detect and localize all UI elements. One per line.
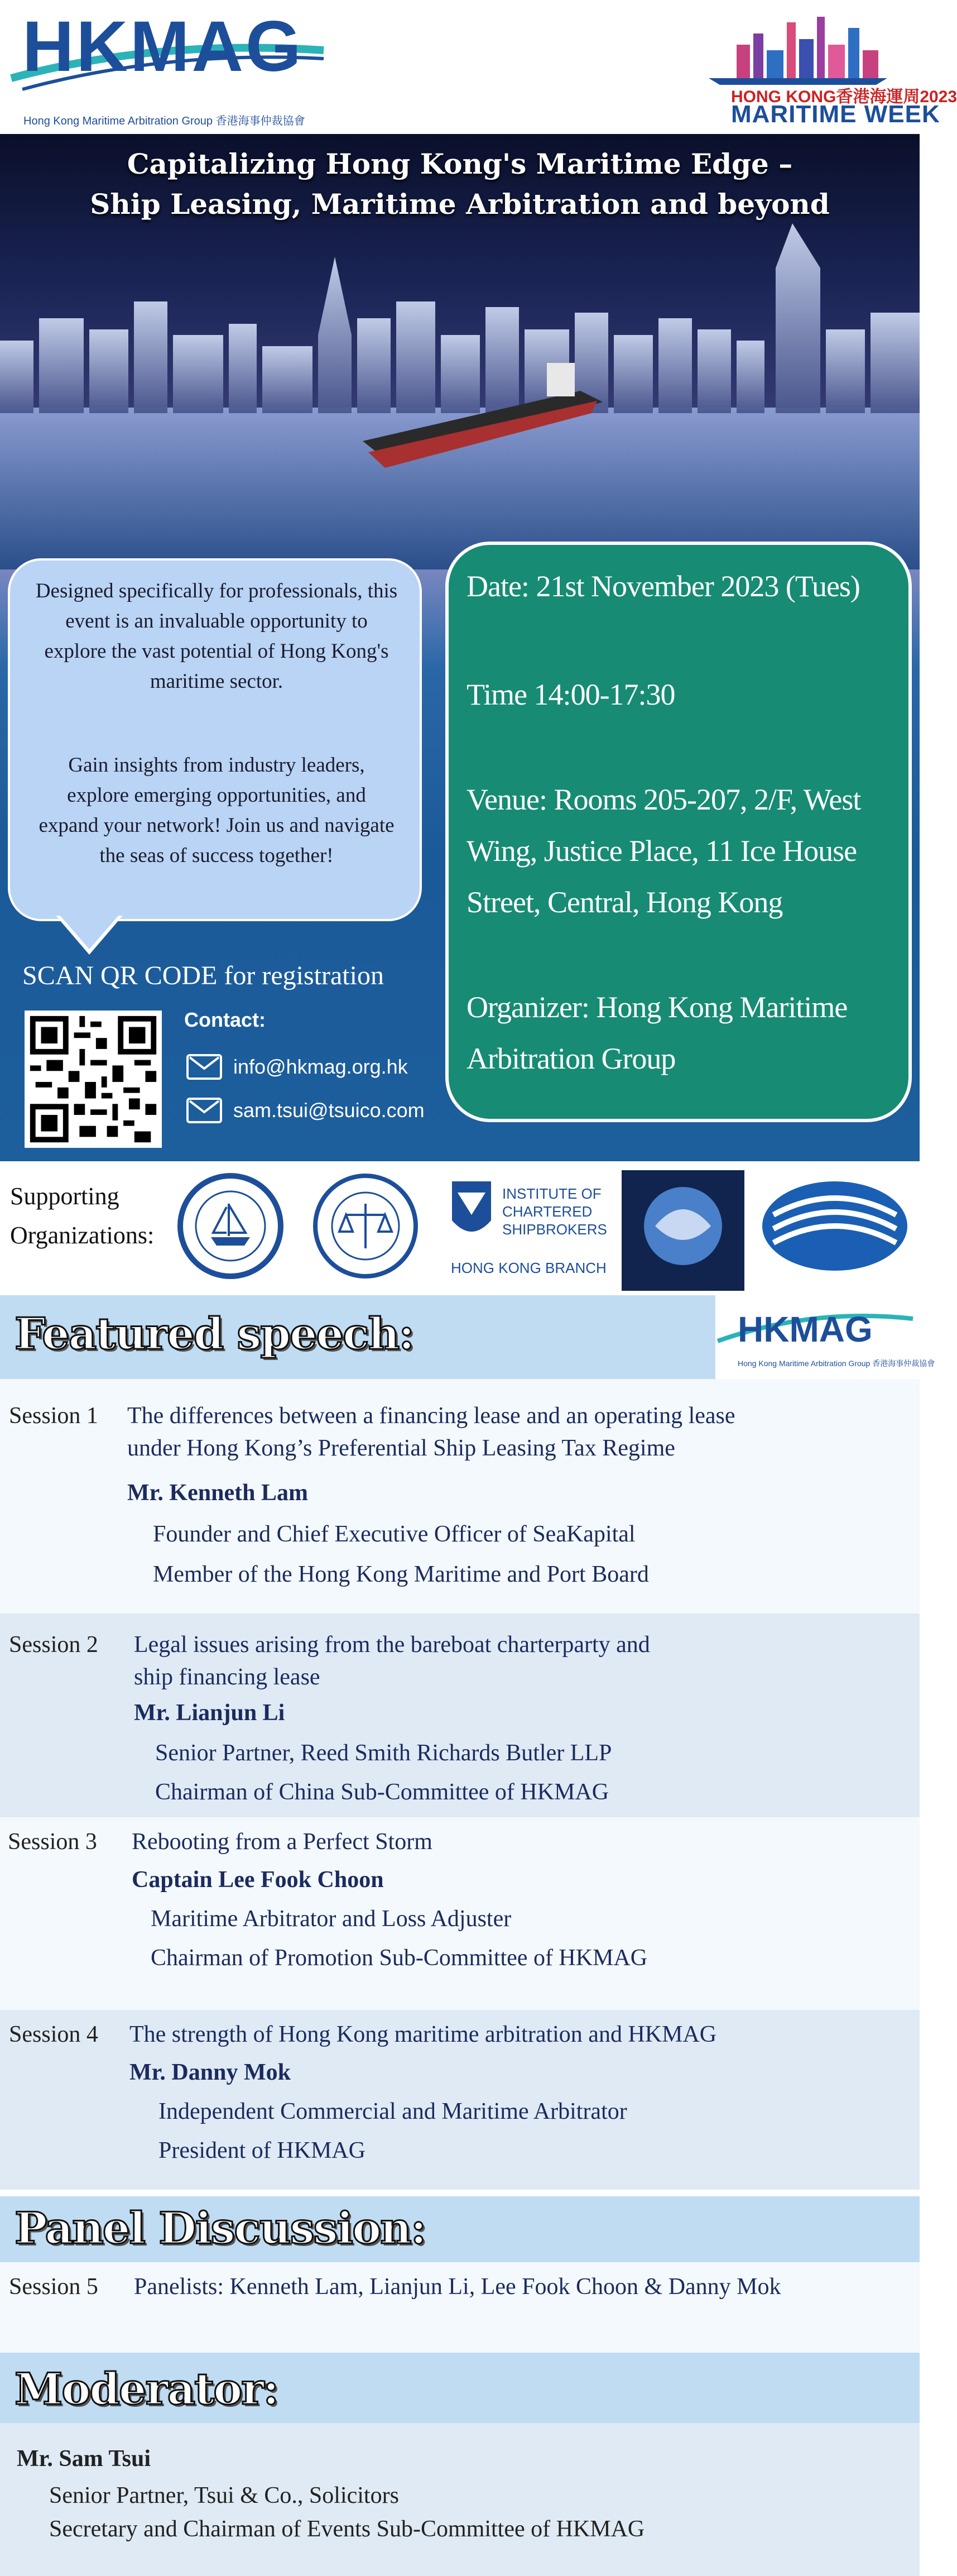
event-info-box: [445, 542, 912, 1122]
session-2-role-1: Senior Partner, Reed Smith Richards Butler LLP: [155, 1740, 612, 1766]
event-date: Date: 21st November 2023 (Tues): [467, 569, 860, 603]
event-title-line-2: Ship Leasing, Maritime Arbitration and beyond: [90, 188, 830, 221]
icbs-hong-kong-logo: INSTITUTE OF CHARTERED SHIPBROKERS HONG KONG BRANCH: [446, 1170, 614, 1282]
session-1-block: [0, 1379, 920, 1613]
scan-qr-text: SCAN QR CODE for registration: [22, 961, 384, 990]
contact-label: Contact:: [184, 1008, 266, 1031]
skyline-icon: [698, 11, 904, 84]
bubble-tail-fill: [59, 914, 119, 949]
session-4-block: [0, 2010, 920, 2190]
session-4-topic: The strength of Hong Kong maritime arbitration and HKMAG: [129, 2022, 717, 2047]
mail-envelope-icon: [189, 1100, 220, 1121]
mail-icon: [186, 1054, 222, 1080]
maritime-week-logo: [698, 11, 957, 128]
event-organizer-line-2: Arbitration Group: [467, 1042, 676, 1075]
wave-logo-icon: [757, 1170, 913, 1282]
city-skyline-image: [0, 223, 920, 569]
logo-wordmark: HKMAG: [22, 7, 304, 87]
session-1-topic-line-1: The differences between a financing lease and an operating lease: [127, 1403, 735, 1429]
featured-title: Featured speech:: [15, 1309, 414, 1359]
hkmag-logo: [11, 6, 324, 128]
supporting-label: Supporting Organizations:: [10, 1182, 155, 1249]
session-3-label: Session 3: [8, 1829, 97, 1855]
moderator-role-1: Senior Partner, Tsui & Co., Solicitors: [49, 2483, 399, 2508]
event-title-line-1: Capitalizing Hong Kong's Maritime Edge –: [127, 147, 793, 180]
session-1-label: Session 1: [9, 1403, 98, 1429]
session-4-role-1: Independent Commercial and Maritime Arbitrator: [158, 2099, 627, 2124]
session-3-role-1: Maritime Arbitrator and Loss Adjuster: [151, 1906, 512, 1932]
event-venue-line-2: Wing, Justice Place, 11 Ice House: [467, 834, 857, 868]
crest-icon: [446, 1170, 497, 1248]
moderator-role-2: Secretary and Chairman of Events Sub-Committee of HKMAG: [49, 2516, 645, 2542]
registration-qr-code[interactable]: [25, 1011, 162, 1148]
intro-paragraph-1: Designed specifically for professionals, this event is an invaluable opportunity to explore the vast potential of Hong Kong's maritime sector.: [35, 580, 398, 693]
header: [0, 0, 957, 134]
event-venue-line-3: Street, Central, Hong Kong: [467, 885, 783, 919]
moderator-section-bar: [0, 2353, 920, 2423]
mail-envelope-icon: [189, 1056, 220, 1078]
panel-title: Panel Discussion:: [15, 2203, 426, 2254]
seal-logo-scales-icon: [312, 1170, 419, 1282]
session-2-topic-line-2: ship financing lease: [134, 1664, 320, 1690]
hero-banner: [0, 134, 920, 1161]
email-link-info[interactable]: info@hkmag.org.hk: [233, 1055, 408, 1078]
session-3-block: [0, 1817, 920, 2010]
event-time: Time 14:00-17:30: [467, 678, 675, 711]
seal-logo-junk-icon: [177, 1170, 283, 1282]
moderator-block: [0, 2423, 920, 2576]
session-4-role-2: President of HKMAG: [158, 2138, 366, 2163]
event-venue-line-1: Venue: Rooms 205-207, 2/F, West: [467, 783, 861, 816]
session-4-label: Session 4: [9, 2022, 98, 2047]
session-4-speaker: Mr. Danny Mok: [129, 2060, 291, 2085]
moderator-title: Moderator:: [15, 2364, 278, 2415]
panel-section-bar: [0, 2196, 920, 2262]
session-3-topic: Rebooting from a Perfect Storm: [132, 1829, 432, 1855]
session-1-role-2: Member of the Hong Kong Maritime and Port Board: [153, 1562, 649, 1587]
session-5-label: Session 5: [9, 2274, 98, 2300]
session-2-role-2: Chairman of China Sub-Committee of HKMAG: [155, 1779, 609, 1805]
session-2-speaker: Mr. Lianjun Li: [134, 1700, 285, 1726]
maritime-week-title: MARITIME WEEK: [731, 100, 940, 128]
session-2-label: Session 2: [9, 1632, 98, 1658]
session-1-topic-line-2: under Hong Kong’s Preferential Ship Leasing Tax Regime: [127, 1435, 675, 1461]
session-3-role-2: Chairman of Promotion Sub-Committee of HKMAG: [151, 1945, 648, 1971]
moderator-name: Mr. Sam Tsui: [17, 2446, 151, 2472]
session-1-speaker: Mr. Kenneth Lam: [127, 1480, 308, 1506]
event-title: [0, 144, 920, 224]
event-organizer-line-1: Organizer: Hong Kong Maritime: [467, 990, 848, 1024]
session-5-panelists: Panelists: Kenneth Lam, Lianjun Li, Lee Fook Choon & Danny Mok: [134, 2274, 781, 2300]
logo-subtitle: Hong Kong Maritime Arbitration Group 香港海事仲裁協會: [23, 115, 305, 127]
maritime-week-year: HONG KONG香港海運周2023: [731, 88, 957, 106]
session-1-role-1: Founder and Chief Executive Officer of SeaKapital: [153, 1521, 636, 1547]
intro-paragraph-2: Gain insights from industry leaders, explore emerging opportunities, and expand your network! Join us and navigate the seas of success together!: [39, 754, 395, 867]
supporting-organizations: [0, 1161, 920, 1295]
intro-bubble: [8, 558, 422, 921]
session-3-speaker: Captain Lee Fook Choon: [132, 1867, 384, 1893]
mail-icon: [186, 1098, 222, 1123]
session-2-block: [0, 1613, 920, 1817]
hkmag-small-logo: HKMAG Hong Kong Maritime Arbitration Group 香港海事仲裁協會: [715, 1295, 920, 1379]
marine-insurance-club-logo-icon: [622, 1170, 744, 1282]
session-2-topic-line-1: Legal issues arising from the bareboat charterparty and: [134, 1632, 650, 1658]
email-link-sam[interactable]: sam.tsui@tsuico.com: [233, 1099, 425, 1122]
session-5-block: [0, 2262, 920, 2353]
featured-section-bar: [0, 1295, 935, 1379]
